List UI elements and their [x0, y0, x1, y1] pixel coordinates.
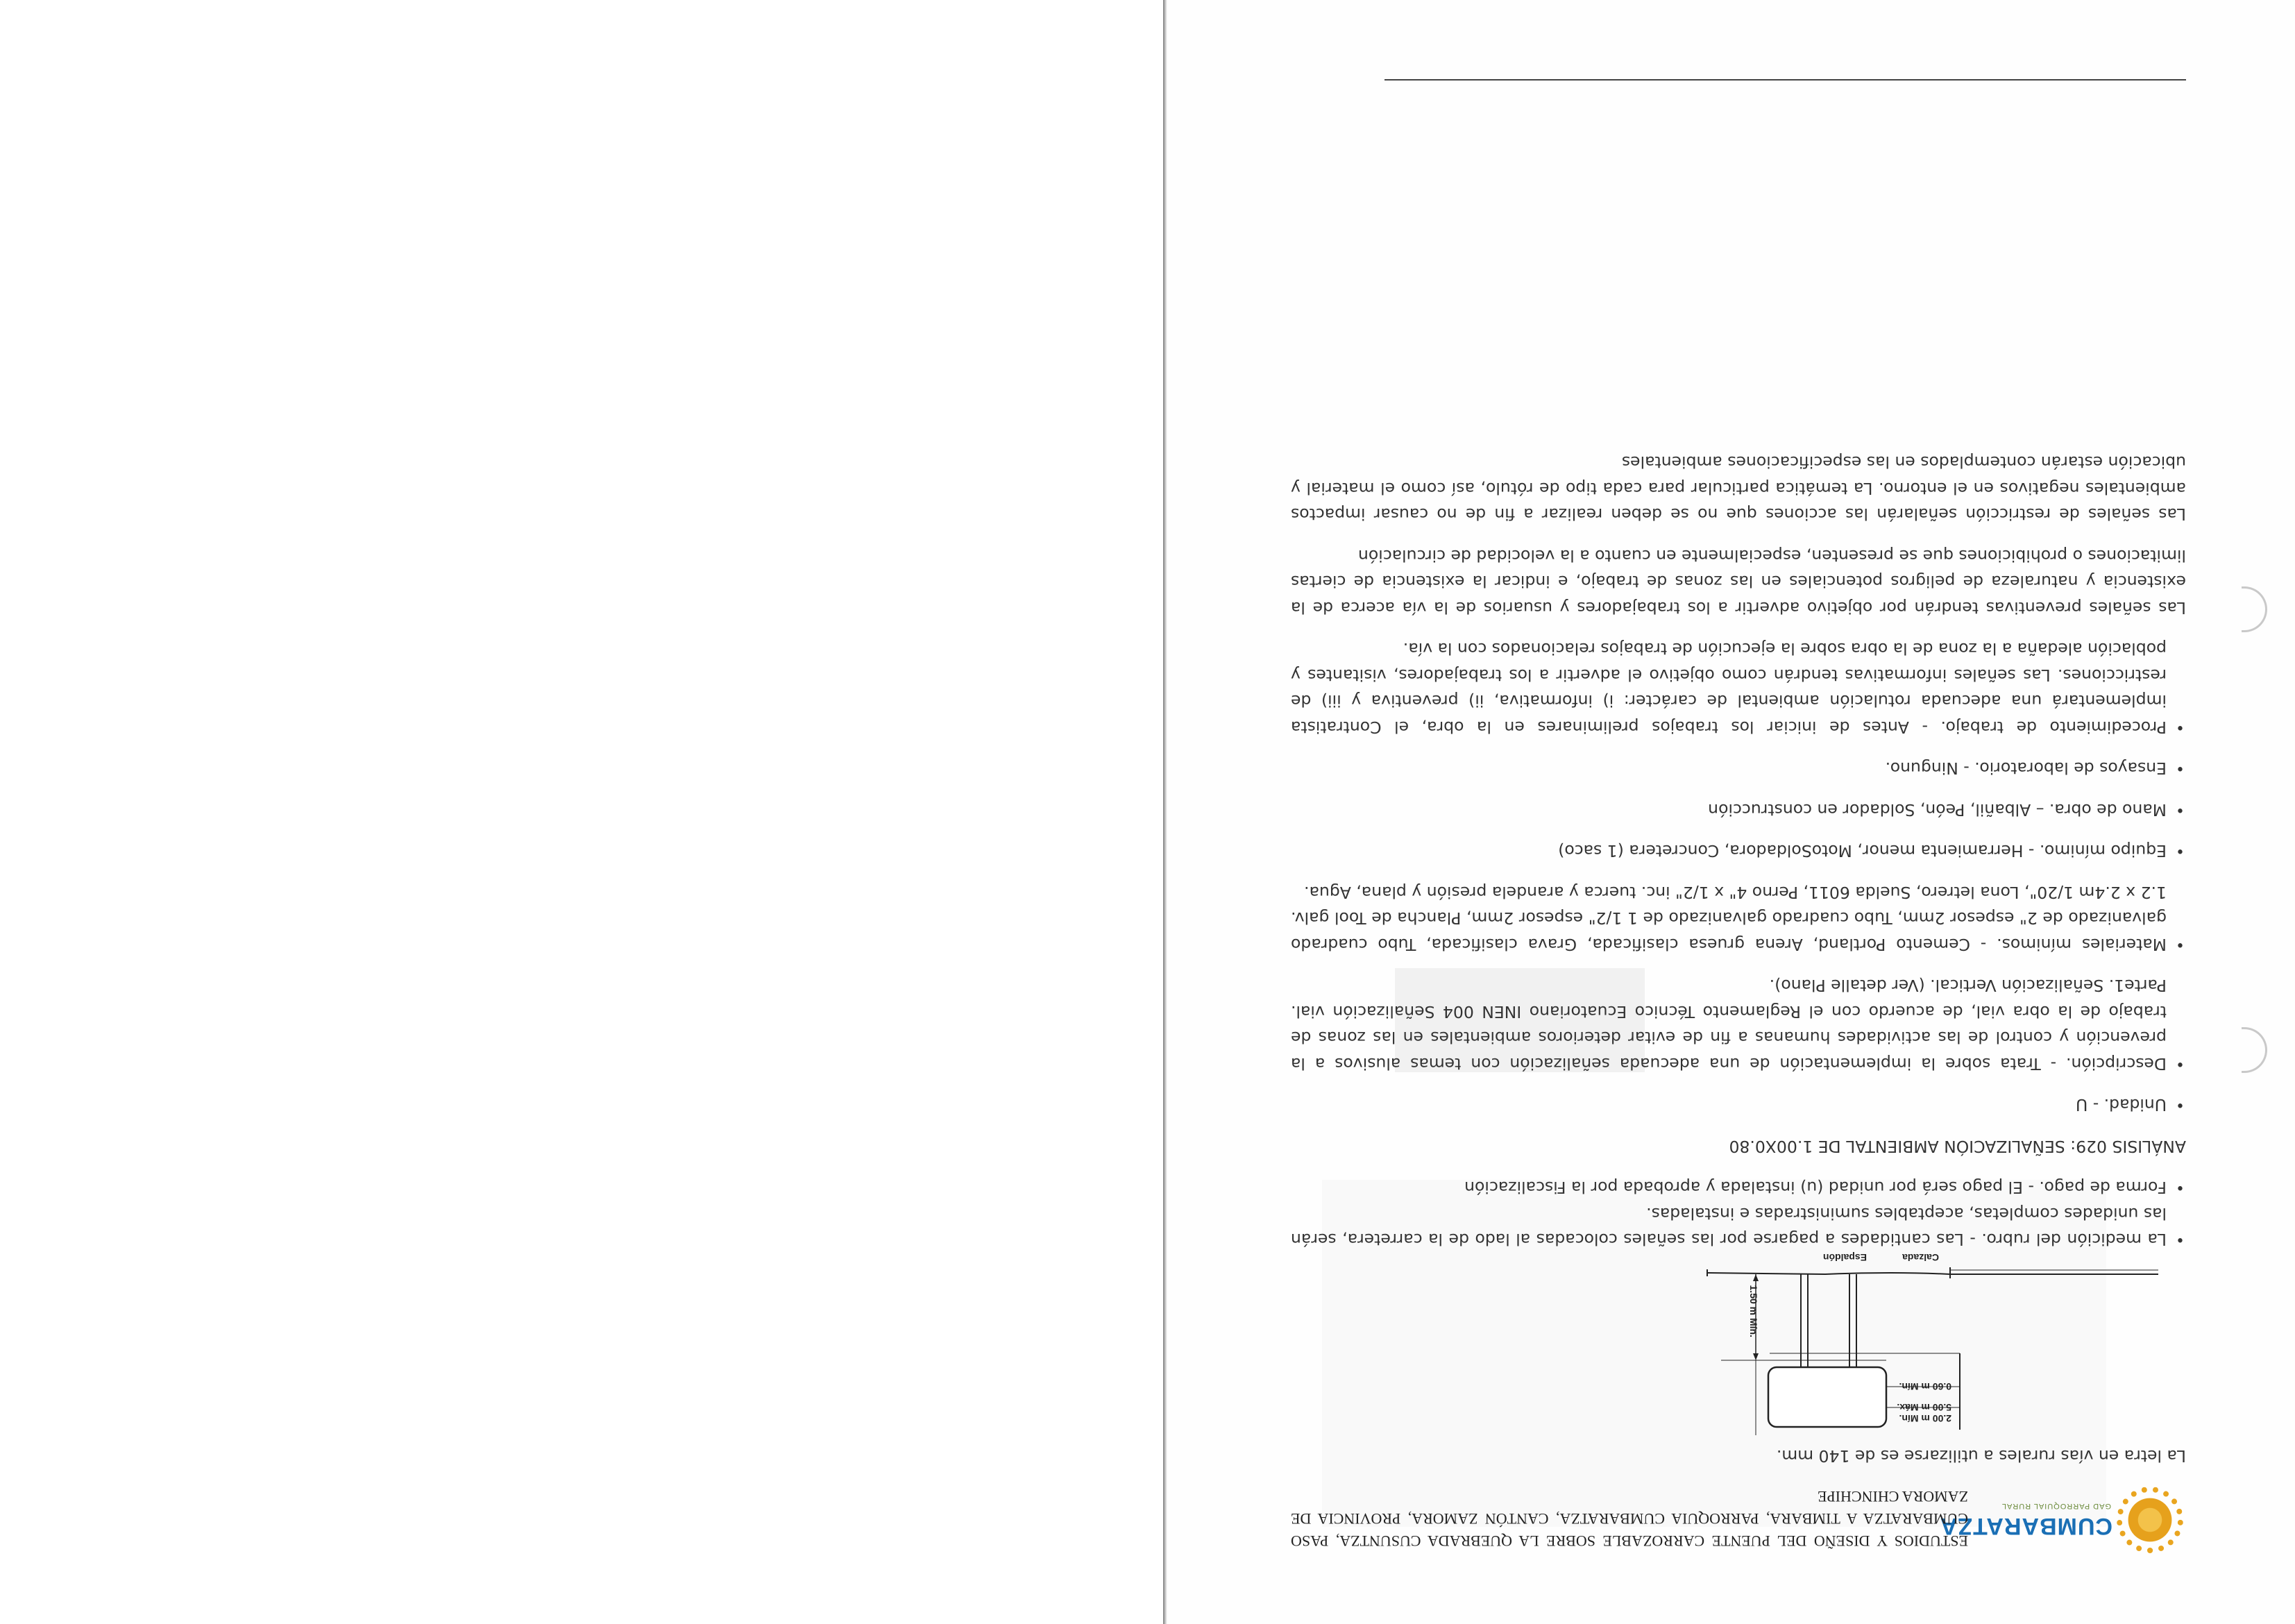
label-max-distance: 5.00 m Máx.	[1897, 1402, 1951, 1414]
list-item: • Forma de pago. - El pago será por unidad (u) instalada y aprobada por la Fiscalización	[1291, 1174, 2186, 1201]
list-item: • Procedimiento de trabajo. - Antes de iniciar los trabajos preliminares en la obra, el Contratista implementará una adecuada rotulación ambiental de carácter: i) informativa, ii) preventiva y iii) de restricciones. Las señales informativas tendrán como objetivo el advertir a los trabajadores, visitantes y población aledaña a la zona de la obra sobre la ejecución de trabajos relacionados con la vía.	[1291, 636, 2186, 740]
logo-name: CUMBARATZA	[1939, 1513, 2112, 1539]
logo-subtitle: GAD PARROQUIAL RURAL	[2001, 1502, 2111, 1510]
list-item: • Equipo mínimo. - Herramienta menor, MotoSoldadora, Concretera (1 saco)	[1291, 838, 2186, 864]
document-title: ESTUDIOS Y DISEÑO DEL PUENTE CARROZABLE SOBRE LA QUEBRADA CUSUNTZA, PASO CUMBARATZA A TIMBARA, PARROQUIA CUMBARATZA, CANTÓN ZAMORA, PROVINCIA DE ZAMORA CHINCHIPE	[1291, 1488, 1968, 1550]
list-item: • Ensayos de laboratorio. - Ninguno.	[1291, 755, 2186, 781]
intro-paragraph: La letra en vías rurales a utilizarse es de 140 mm.	[1776, 1446, 2186, 1466]
list-item: • Mano de obra. – Albañil, Peón, Soldador en construcción	[1291, 797, 2186, 823]
document-header	[1291, 1478, 2186, 1555]
document-body	[1291, 449, 2186, 1469]
measurement-list	[1291, 1174, 2186, 1253]
label-min-offset: 0.60 m Mín.	[1899, 1381, 1951, 1393]
label-roadway: Calzada	[1902, 1252, 1939, 1264]
cumbaratza-logo	[1939, 1478, 2186, 1555]
diagram-drawing	[1291, 1262, 2186, 1436]
footer-rule	[1384, 79, 2186, 81]
list-item: • Unidad. - U	[1291, 1092, 2186, 1118]
upside-down-page-content	[1291, 69, 2186, 1555]
list-item: • Descripción. - Trata sobre la implementación de una adecuada señalización con temas alusivos a la prevención y control de las actividades humanas a fin de evitar deterioros ambientales en las zonas de trabajo de la obra vial, de acuerdo con el Reglamento Técnico Ecuatoriano INEN 004 Señalización vial. Parte1. Señalización Vertical. (Ver detalle Plano).	[1291, 972, 2186, 1076]
label-shoulder: Espaldón	[1822, 1252, 1867, 1264]
section-heading: ANÁLISIS 029: SEÑALIZACIÓN AMBIENTAL DE 1.00X0.80	[1729, 1137, 2186, 1156]
list-item: • Materiales mínimos. - Cemento Portland, Arena gruesa clasificada, Grava clasificada, Tubo cuadrado galvanizado de 2" espesor 2mm, Tubo cuadrado galvanizado de 1 1/2" espesor 2mm, Plancha de Tool galv. 1.2 x 2.4m 1/20", Lona letrero, Suelda 6011, Perno 4" x 1/2" inc. tuerca y arandela presión y plana, Agua.	[1291, 879, 2186, 958]
analysis-list	[1291, 636, 2186, 1118]
list-item: • La medición del rubro. - Las cantidades a pagarse por las señales colocadas al lado de la carretera, serán las unidades completas, aceptables suministradas e instaladas.	[1291, 1201, 2186, 1253]
body-paragraph: Las señales de restricción señalarán las acciones que no se deben realizar a fin de no causar impactos ambientales negativos en el entorno. La temática particular para cada tipo de rótulo, así como el material y ubicación estarán contemplados en las especificaciones ambientales	[1291, 452, 2186, 525]
sign-placement-diagram	[1291, 1252, 2186, 1436]
label-min-distance: 2.00 m Mín.	[1899, 1413, 1951, 1425]
body-paragraph: Las señales preventivas tendrán por objetivo advertir a los trabajadores y usuarios de la vía acerca de la existencia y naturaleza de peligros potenciales en las zonas de trabajo, e indicar la existencia de ciertas limitaciones o prohibiciones que se presenten, especialmente en cuanto a la velocidad de circulación	[1291, 546, 2186, 618]
label-min-height: 1.50 m Mín.	[1748, 1285, 1760, 1338]
sun-emblem-icon	[2117, 1487, 2183, 1553]
